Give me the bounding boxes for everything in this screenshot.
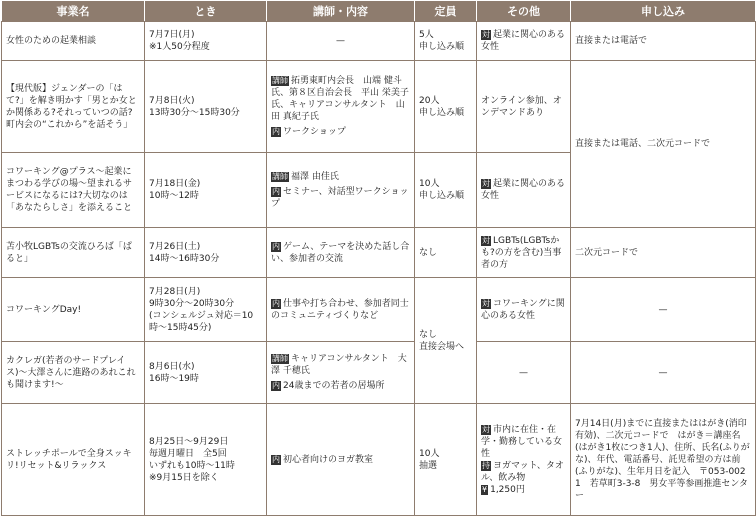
event-apply: 二次元コードで xyxy=(571,228,756,278)
event-content: 内 ゲーム、テーマを決めた話し合い、参加者の交流 xyxy=(267,228,415,278)
content-badge: 内 xyxy=(272,454,280,464)
event-other: 対 起業に関心のある女性 xyxy=(477,22,571,61)
event-other: 対 起業に関心のある女性 xyxy=(477,153,571,228)
event-content: 講師 拓勇東町内会長 山端 健斗氏、第８区自治会長 平山 栄美子氏、キャリアコンサルタント 山田 真紀子氏 内 ワークショップ xyxy=(267,61,415,153)
event-name: ストレッチポールで全身スッキリ!リセット&リラックス xyxy=(2,404,145,516)
event-capacity: 10人 申し込み順 xyxy=(415,153,477,228)
event-apply: 直接または電話で xyxy=(571,22,756,61)
event-other: — xyxy=(477,342,571,404)
table-row xyxy=(2,228,756,278)
events-table xyxy=(1,0,756,516)
event-name: 苫小牧LGBTsの交流ひろば「ぱると」 xyxy=(2,228,145,278)
header-name: 事業名 xyxy=(2,1,145,22)
event-capacity: 5人 申し込み順 xyxy=(415,22,477,61)
target-badge: 対 xyxy=(482,179,490,188)
content-badge: 内 xyxy=(272,186,280,196)
event-capacity: 10人 抽選 xyxy=(415,404,477,516)
event-time: 7月28日(月) 9時30分〜20時30分 (コンシェルジュ対応＝10時〜15時45分) xyxy=(145,278,267,342)
event-name: 女性のための起業相談 xyxy=(2,22,145,61)
table-row xyxy=(2,278,756,342)
fee-badge: ¥ xyxy=(482,484,488,494)
event-other: 対 市内に在住・在学・勤務している女性 持 ヨガマット、タオル、飲み物 ¥ 1,250円 xyxy=(477,404,571,516)
event-content: — xyxy=(267,22,415,61)
lecturer-badge: 講師 xyxy=(272,76,288,85)
header-time: とき xyxy=(145,1,267,22)
target-badge: 対 xyxy=(482,424,490,434)
content-badge: 内 xyxy=(272,241,280,251)
event-name: コワーキング@プラス〜起業にまつわる学びの場〜望まれるサービスになるには?大切なのは「あなたらしさ」を添えること xyxy=(2,153,145,228)
header-other: その他 xyxy=(477,1,571,22)
event-time: 7月18日(金) 10時〜12時 xyxy=(145,153,267,228)
target-badge: 対 xyxy=(482,298,490,308)
content-badge: 内 xyxy=(272,127,280,136)
event-capacity: なし 直接会場へ xyxy=(415,278,477,404)
header-apply: 申し込み xyxy=(571,1,756,22)
target-badge: 対 xyxy=(482,30,490,39)
table-row xyxy=(2,22,756,61)
event-other: 対 LGBTs(LGBTsかも?の方を含む)当事者の方 xyxy=(477,228,571,278)
event-time: 8月25日〜9月29日 毎週月曜日 全5回 いずれも10時〜11時 ※9月15日を除く xyxy=(145,404,267,516)
table-row xyxy=(2,404,756,516)
header-lecturer-content: 講師・内容 xyxy=(267,1,415,22)
event-time: 7月8日(火) 13時30分〜15時30分 xyxy=(145,61,267,153)
event-content: 講師 キャリアコンサルタント 大澤 千穂氏 内 24歳までの若者の居場所 xyxy=(267,342,415,404)
event-content: 講師 福澤 由佳氏 内 セミナー、対話型ワークショップ xyxy=(267,153,415,228)
event-time: 7月26日(土) 14時〜16時30分 xyxy=(145,228,267,278)
event-capacity: 20人 申し込み順 xyxy=(415,61,477,153)
event-name: カクレガ(若者のサードプレイス)〜大澤さんに進路のあれこれも聞けます!〜 xyxy=(2,342,145,404)
event-time: 7月7日(月) ※1人50分程度 xyxy=(145,22,267,61)
event-other: 対 コワーキングに関心のある女性 xyxy=(477,278,571,342)
event-name: コワーキングDay! xyxy=(2,278,145,342)
event-other: オンライン参加、オンデマンドあり xyxy=(477,61,571,153)
header-capacity: 定員 xyxy=(415,1,477,22)
event-content: 内 仕事や打ち合わせ、参加者同士のコミュニティづくりなど xyxy=(267,278,415,342)
event-name: 【現代版】ジェンダーの「は て?」を解き明かす「男とか女とか関係ある?それっていつの話?町内会の“これから”を話そう」 xyxy=(2,61,145,153)
bring-badge: 持 xyxy=(482,460,490,470)
header-row xyxy=(2,1,756,22)
content-badge: 内 xyxy=(272,298,280,308)
event-time: 8月6日(水) 16時〜19時 xyxy=(145,342,267,404)
event-content: 内 初心者向けのヨガ教室 xyxy=(267,404,415,516)
event-apply: — xyxy=(571,278,756,342)
table-row xyxy=(2,342,756,404)
content-badge: 内 xyxy=(272,381,280,390)
lecturer-badge: 講師 xyxy=(272,171,288,181)
event-capacity: なし xyxy=(415,228,477,278)
event-apply: 直接または電話、二次元コードで xyxy=(571,61,756,228)
event-apply: — xyxy=(571,342,756,404)
event-apply: 7月14日(月)までに直接またははがき(消印有効)、二次元コードで はがき＝講座名(はがき1枚につき1人)、住所、氏名(ふりがな)、年代、電話番号、託児希望の方は前(ふりがな)、生年月日を記入 〒053-0021 若草町3-3-8 男女平等参画推進センター xyxy=(571,404,756,516)
lecturer-badge: 講師 xyxy=(272,354,288,363)
table-row xyxy=(2,61,756,153)
target-badge: 対 xyxy=(482,235,490,245)
